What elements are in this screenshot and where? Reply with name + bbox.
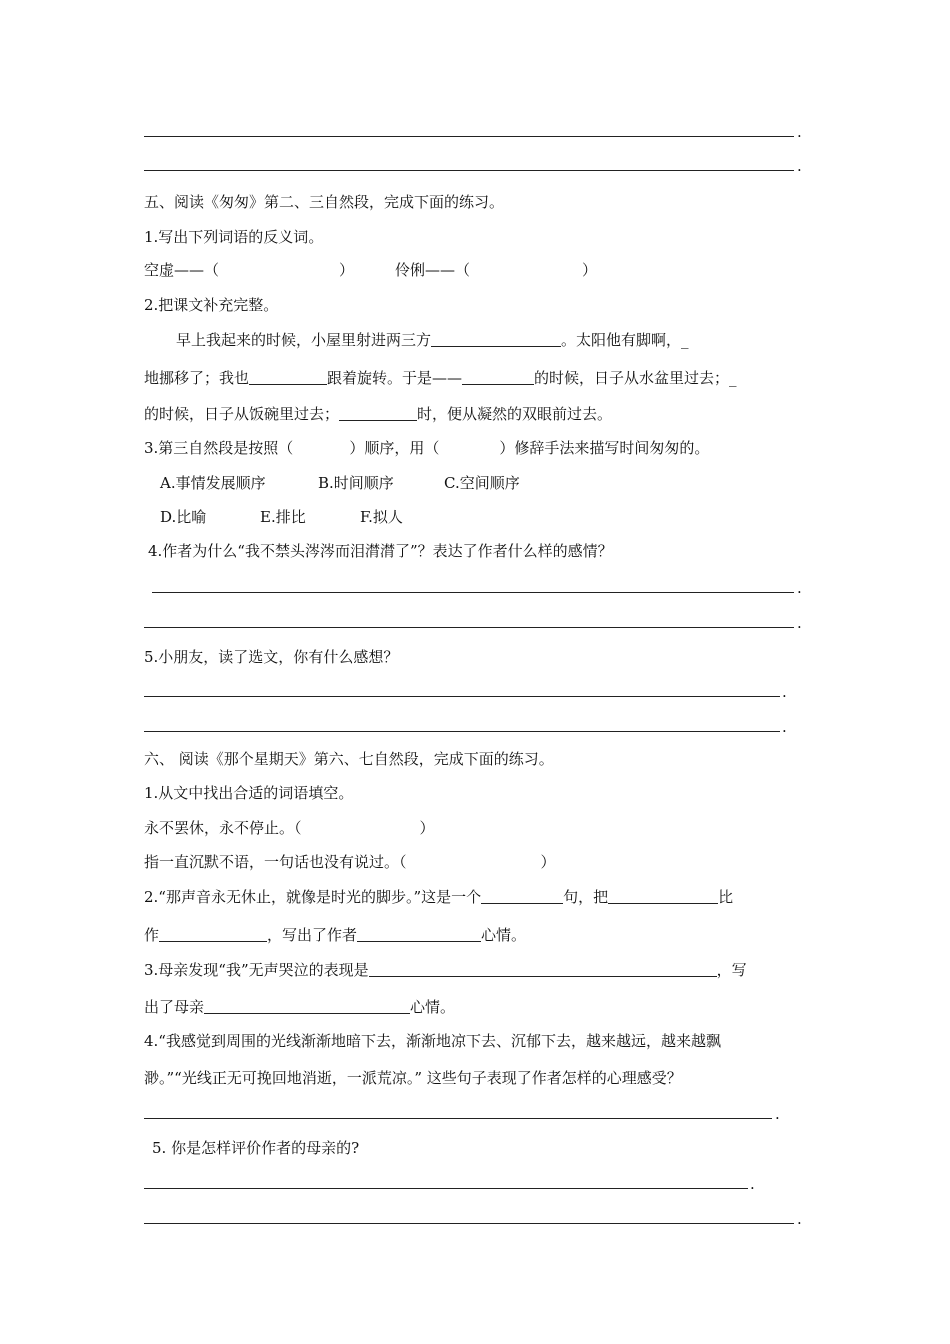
s6-q1-item2: 指一直沉默不语，一句话也没有说过。（ ） (144, 853, 556, 871)
antonym-label-2: 伶俐——（ (395, 261, 471, 279)
fill-blank[interactable] (481, 887, 563, 904)
s6-q4-line1: 4.“我感觉到周围的光线渐渐地暗下去，渐渐地凉下去、沉郁下去，越来越远，越来越飘 (144, 1032, 721, 1050)
fill-blank[interactable] (369, 960, 717, 977)
line-end-dot: . (797, 614, 802, 632)
antonym-label-1: 空虚——（ (144, 261, 220, 279)
s5-option-a: A.事情发展顺序 (160, 474, 266, 492)
s6-q1: 1.从文中找出合适的词语填空。 (144, 784, 354, 802)
line-end-dot: . (750, 1175, 755, 1193)
s6-q5: 5. 你是怎样评价作者的母亲的? (152, 1139, 360, 1157)
s5-option-e: E.排比 (260, 508, 306, 526)
section6-heading: 六、 阅读《那个星期天》第六、七自然段，完成下面的练习。 (144, 750, 554, 768)
section5-heading: 五、阅读《匆匆》第二、三自然段，完成下面的练习。 (144, 193, 505, 211)
fill-blank[interactable] (204, 997, 410, 1014)
line-end-dot: . (782, 718, 787, 736)
s5-passage-line3: 的时候，日子从饭碗里过去； 时，便从凝然的双眼前过去。 (144, 405, 613, 423)
s5-q1-antonym-row: 空虚——（ ） (144, 261, 355, 279)
line-end-dot: . (797, 123, 802, 141)
s5-passage-line1: 早上我起来的时候，小屋里射进两三方 。太阳他有脚啊，_ (176, 331, 689, 349)
s5-passage-line2: 地挪移了；我也 跟着旋转。于是—— 的时候，日子从水盆里过去；_ (144, 369, 737, 387)
s6-q4-line2: 渺。”“光线正无可挽回地消逝，一派荒凉。” 这些句子表现了作者怎样的心理感受？ (144, 1069, 682, 1087)
s6-q2-line1: 2.“那声音永无休止，就像是时光的脚步。”这是一个 句，把 比 (144, 888, 734, 906)
fill-blank[interactable] (357, 925, 481, 942)
fill-blank[interactable] (339, 404, 417, 421)
answer-line[interactable] (144, 627, 794, 628)
line-end-dot: . (797, 157, 802, 175)
answer-line[interactable] (144, 1188, 748, 1189)
answer-line[interactable] (144, 1118, 772, 1119)
s5-q5: 5.小朋友，读了选文，你有什么感想？ (144, 648, 399, 666)
s6-q2-line2: 作 ，写出了作者 心情。 (144, 926, 527, 944)
fill-blank[interactable] (249, 368, 327, 385)
line-end-dot: . (797, 1210, 802, 1228)
s6-q1-item1: 永不罢休，永不停止。（ ） (144, 819, 435, 837)
s5-option-b: B.时间顺序 (318, 474, 394, 492)
fill-blank[interactable] (159, 925, 267, 942)
fill-blank[interactable] (608, 887, 718, 904)
s5-option-d: D.比喻 (160, 508, 207, 526)
s5-q4: 4.作者为什么“我不禁头涔涔而泪潸潸了”？表达了作者什么样的感情？ (148, 542, 613, 560)
s5-q1: 1.写出下列词语的反义词。 (144, 228, 324, 246)
answer-line[interactable] (144, 1223, 794, 1224)
answer-line[interactable] (144, 731, 780, 732)
fill-blank[interactable] (462, 368, 534, 385)
answer-line[interactable] (144, 136, 794, 137)
s5-option-f: F.拟人 (360, 508, 403, 526)
answer-line[interactable] (152, 592, 794, 593)
line-end-dot: . (775, 1105, 780, 1123)
s5-q1-antonym-row-2: 伶俐——（ ） (395, 261, 598, 279)
line-end-dot: . (782, 683, 787, 701)
answer-line[interactable] (144, 170, 794, 171)
s6-q3-line2: 出了母亲 心情。 (144, 998, 456, 1016)
s5-option-c: C.空间顺序 (444, 474, 520, 492)
fill-blank[interactable] (431, 330, 561, 347)
s5-q2: 2.把课文补充完整。 (144, 296, 279, 314)
line-end-dot: . (797, 579, 802, 597)
answer-line[interactable] (144, 696, 780, 697)
s6-q3-line1: 3.母亲发现“我”无声哭泣的表现是 ，写 (144, 961, 747, 979)
s5-q3: 3.第三自然段是按照（ ）顺序，用（ ）修辞手法来描写时间匆匆的。 (144, 439, 710, 457)
